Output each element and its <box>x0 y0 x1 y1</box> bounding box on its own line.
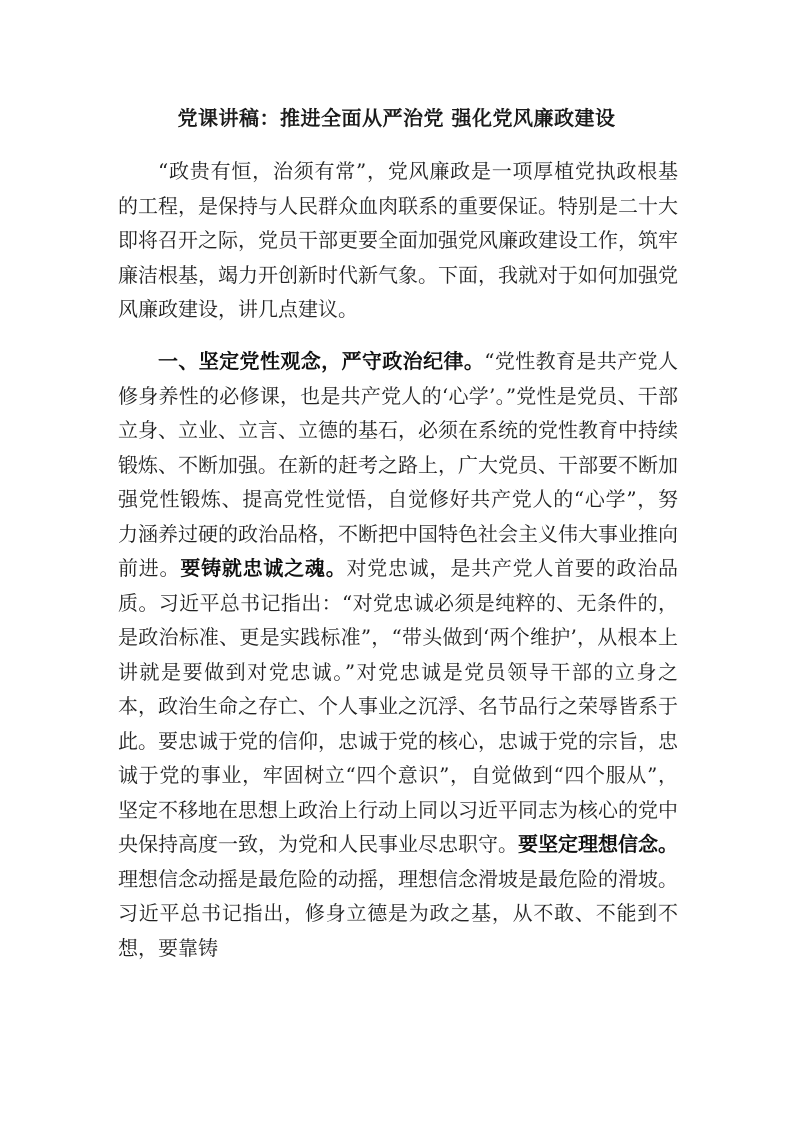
section-1-text-3: 理想信念动摇是最危险的动摇，理想信念滑坡是最危险的滑坡。习近平总书记指出，修身立德是为政之基，从不敢、不能到不想，要靠铸 <box>118 866 678 960</box>
section-1-text-2: 对党忠诚，是共产党人首要的政治品质。习近平总书记指出：“对党忠诚必须是纯粹的、无条件的，是政治标准、更是实践标准”，“带头做到‘两个维护’，从根本上讲就是要做到对党忠诚。”对党忠诚是党员领导干部的立身之本，政治生命之存亡、个人事业之沉浮、名节品行之荣辱皆系于此。要忠诚于党的信仰，忠诚于党的核心，忠诚于党的宗旨，忠诚于党的事业，牢固树立“四个意识”，自觉做到“四个服从”，坚定不移地在思想上政治上行动上同以习近平同志为核心的党中央保持高度一致，为党和人民事业尽忠职守。 <box>118 556 679 856</box>
section-1-paragraph <box>118 344 678 965</box>
section-1-subheading-1: 要铸就忠诚之魂。 <box>180 556 347 580</box>
intro-paragraph: “政贵有恒，治须有常”，党风廉政是一项厚植党执政根基的工程，是保持与人民群众血肉联系的重要保证。特别是二十大即将召开之际，党员干部更要全面加强党风廉政建设工作，筑牢廉洁根基，竭力开创新时代新气象。下面，我就对于如何加强党风廉政建设，讲几点建议。 <box>118 159 678 321</box>
section-1-text-1: “党性教育是共产党人修身养性的必修课，也是共产党人的‘心学’。”党性是党员、干部立身、立业、立言、立德的基石，必须在系统的党性教育中持续锻炼、不断加强。在新的赶考之路上，广大党员、干部要不断加强党性锻炼、提高党性觉悟，自觉修好共产党人的“心学”，努力涵养过硬的政治品格，不断把中国特色社会主义伟大事业推向前进。 <box>118 349 678 580</box>
document-title: 党课讲稿：推进全面从严治党 强化党风廉政建设 <box>177 106 616 130</box>
section-1-heading: 一、坚定党性观念，严守政治纪律。 <box>158 349 485 373</box>
section-1-subheading-2: 要坚定理想信念。 <box>518 832 678 856</box>
